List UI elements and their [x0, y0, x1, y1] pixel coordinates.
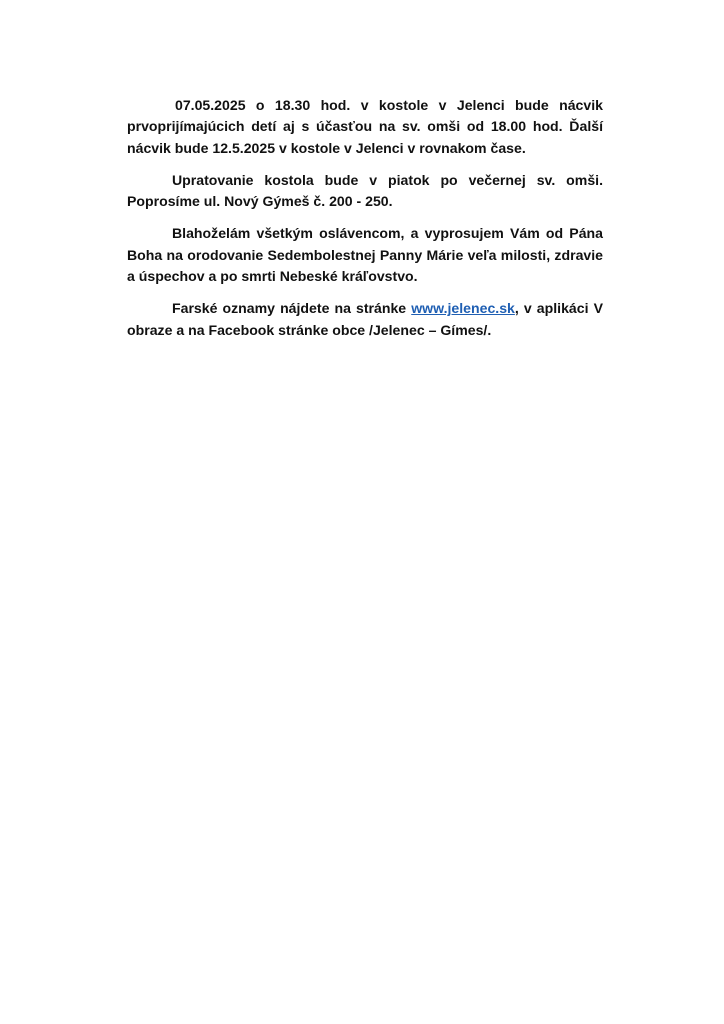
paragraph-cleaning: Upratovanie kostola bude v piatok po večernej sv. omši. Poprosíme ul. Nový Gýmeš č. 200 - 250. [127, 171, 603, 210]
paragraph-rehearsal: 07.05.2025 o 18.30 hod. v kostole v Jelenci bude nácvik prvoprijímajúcich detí aj s účasťou na sv. omši od 18.00 hod. Ďalší nácvik bude 12.5.2025 v kostole v Jelenci v rovnakom čase. [127, 97, 603, 156]
website-text-after: , v aplikáci V obraze a na Facebook stránke obce /Jelenec – Gímes/. [127, 300, 603, 338]
announcements-body [127, 95, 603, 352]
paragraph-congratulations: Blahoželám všetkým oslávencom, a vyprosujem Vám od Pána Boha na orodovanie Sedembolestnej Panny Márie veľa milosti, zdravie a úspechov a po smrti Nebeské kráľovstvo. [127, 225, 603, 285]
website-text-before: Farské oznamy nájdete na stránke [172, 300, 412, 317]
website-link[interactable]: www.jelenec.sk [411, 300, 515, 317]
paragraph-website [127, 298, 603, 341]
